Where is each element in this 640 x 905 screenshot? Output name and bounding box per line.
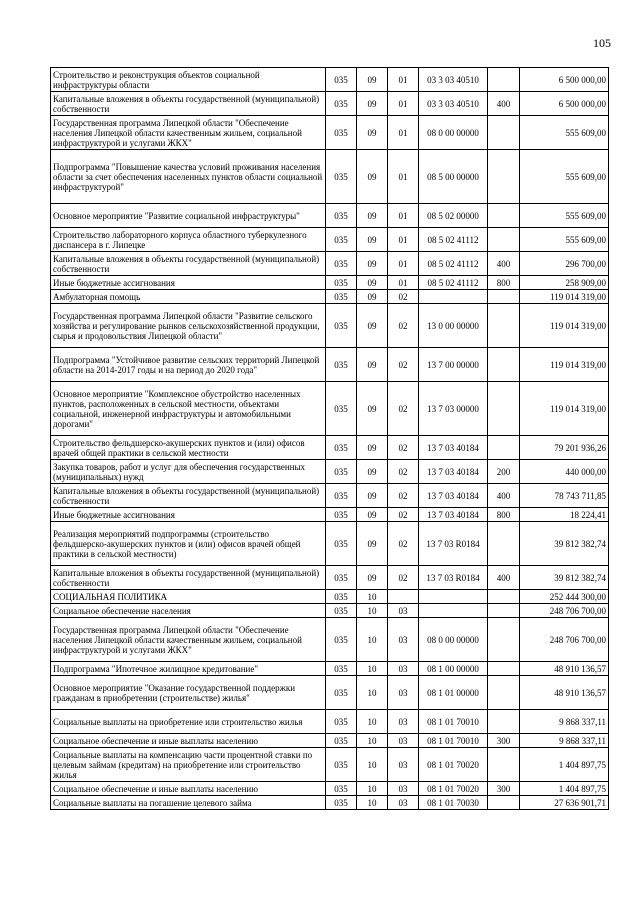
table-row xyxy=(51,460,609,484)
subsection-code-cell: 03 xyxy=(388,662,419,676)
ministry-code-cell: 035 xyxy=(326,508,357,522)
amount-cell: 555 609,00 xyxy=(520,228,609,252)
row-name-cell: СОЦИАЛЬНАЯ ПОЛИТИКА xyxy=(51,590,326,604)
row-name-cell: Государственная программа Липецкой области "Обеспечение населения Липецкой области качественным жильем, социальной инфраструктурой и услугами ЖКХ" xyxy=(51,116,326,150)
section-code-cell: 09 xyxy=(357,566,388,590)
ministry-code-cell: 035 xyxy=(326,382,357,436)
section-code-cell: 09 xyxy=(357,252,388,276)
subsection-code-cell xyxy=(388,590,419,604)
ministry-code-cell: 035 xyxy=(326,590,357,604)
row-name-cell: Амбулаторная помощь xyxy=(51,290,326,304)
ministry-code-cell: 035 xyxy=(326,460,357,484)
row-name-cell: Капитальные вложения в объекты государственной (муниципальной) собственности xyxy=(51,484,326,508)
row-name-cell: Капитальные вложения в объекты государственной (муниципальной) собственности xyxy=(51,252,326,276)
subsection-code-cell: 01 xyxy=(388,116,419,150)
row-name-cell: Иные бюджетные ассигнования xyxy=(51,508,326,522)
amount-cell: 119 014 319,00 xyxy=(520,304,609,348)
row-name-cell: Иные бюджетные ассигнования xyxy=(51,276,326,290)
expense-type-cell xyxy=(488,522,520,566)
subsection-code-cell: 03 xyxy=(388,796,419,810)
section-code-cell: 09 xyxy=(357,116,388,150)
table-row xyxy=(51,92,609,116)
section-code-cell: 10 xyxy=(357,604,388,618)
table-row xyxy=(51,508,609,522)
expense-type-cell xyxy=(488,604,520,618)
table-row xyxy=(51,748,609,782)
target-article-cell: 08 5 00 00000 xyxy=(419,150,488,204)
subsection-code-cell: 02 xyxy=(388,566,419,590)
expense-type-cell: 800 xyxy=(488,276,520,290)
amount-cell: 119 014 319,00 xyxy=(520,290,609,304)
target-article-cell: 08 1 00 00000 xyxy=(419,662,488,676)
expense-type-cell: 800 xyxy=(488,508,520,522)
row-name-cell: Социальное обеспечение и иные выплаты населению xyxy=(51,782,326,796)
subsection-code-cell: 02 xyxy=(388,460,419,484)
ministry-code-cell: 035 xyxy=(326,522,357,566)
amount-cell: 48 910 136,57 xyxy=(520,662,609,676)
amount-cell: 119 014 319,00 xyxy=(520,382,609,436)
row-name-cell: Социальное обеспечение и иные выплаты населению xyxy=(51,734,326,748)
section-code-cell: 09 xyxy=(357,382,388,436)
expense-type-cell xyxy=(488,204,520,228)
row-name-cell: Основное мероприятие "Оказание государственной поддержки гражданам в приобретении (строительстве) жилья" xyxy=(51,676,326,710)
ministry-code-cell: 035 xyxy=(326,68,357,92)
target-article-cell: 13 7 03 40184 xyxy=(419,436,488,460)
target-article-cell: 13 7 03 R0184 xyxy=(419,566,488,590)
ministry-code-cell: 035 xyxy=(326,252,357,276)
target-article-cell: 08 1 01 70020 xyxy=(419,748,488,782)
subsection-code-cell: 02 xyxy=(388,304,419,348)
target-article-cell xyxy=(419,290,488,304)
amount-cell: 48 910 136,57 xyxy=(520,676,609,710)
section-code-cell: 09 xyxy=(357,204,388,228)
table-row xyxy=(51,348,609,382)
table-row xyxy=(51,436,609,460)
expense-type-cell: 400 xyxy=(488,484,520,508)
amount-cell: 296 700,00 xyxy=(520,252,609,276)
table-row xyxy=(51,782,609,796)
expense-type-cell: 400 xyxy=(488,252,520,276)
table-row xyxy=(51,150,609,204)
expense-type-cell xyxy=(488,290,520,304)
section-code-cell: 10 xyxy=(357,748,388,782)
row-name-cell: Основное мероприятие "Развитие социальной инфраструктуры" xyxy=(51,204,326,228)
table-row xyxy=(51,676,609,710)
table-row xyxy=(51,304,609,348)
subsection-code-cell: 02 xyxy=(388,484,419,508)
target-article-cell: 13 7 03 40184 xyxy=(419,484,488,508)
table-row xyxy=(51,734,609,748)
table-row xyxy=(51,484,609,508)
table-row xyxy=(51,252,609,276)
row-name-cell: Социальные выплаты на приобретение или строительство жилья xyxy=(51,710,326,734)
section-code-cell: 09 xyxy=(357,150,388,204)
row-name-cell: Капитальные вложения в объекты государственной (муниципальной) собственности xyxy=(51,92,326,116)
expense-type-cell xyxy=(488,796,520,810)
ministry-code-cell: 035 xyxy=(326,662,357,676)
section-code-cell: 10 xyxy=(357,662,388,676)
ministry-code-cell: 035 xyxy=(326,796,357,810)
section-code-cell: 09 xyxy=(357,460,388,484)
subsection-code-cell: 03 xyxy=(388,748,419,782)
amount-cell: 555 609,00 xyxy=(520,150,609,204)
ministry-code-cell: 035 xyxy=(326,276,357,290)
target-article-cell xyxy=(419,590,488,604)
subsection-code-cell: 03 xyxy=(388,782,419,796)
target-article-cell: 13 0 00 00000 xyxy=(419,304,488,348)
subsection-code-cell: 01 xyxy=(388,276,419,290)
amount-cell: 1 404 897,75 xyxy=(520,748,609,782)
target-article-cell: 13 7 03 R0184 xyxy=(419,522,488,566)
section-code-cell: 10 xyxy=(357,782,388,796)
table-row xyxy=(51,590,609,604)
section-code-cell: 10 xyxy=(357,796,388,810)
section-code-cell: 09 xyxy=(357,436,388,460)
expense-type-cell xyxy=(488,748,520,782)
expense-type-cell xyxy=(488,68,520,92)
amount-cell: 79 201 936,26 xyxy=(520,436,609,460)
row-name-cell: Строительство лабораторного корпуса областного туберкулезного диспансера в г. Липецке xyxy=(51,228,326,252)
row-name-cell: Капитальные вложения в объекты государственной (муниципальной) собственности xyxy=(51,566,326,590)
target-article-cell: 08 5 02 41112 xyxy=(419,252,488,276)
expense-type-cell: 300 xyxy=(488,782,520,796)
target-article-cell: 13 7 03 00000 xyxy=(419,382,488,436)
row-name-cell: Социальные выплаты на компенсацию части процентной ставки по целевым займам (кредитам) на приобретение или строительство жилья xyxy=(51,748,326,782)
amount-cell: 440 000,00 xyxy=(520,460,609,484)
target-article-cell: 03 3 03 40510 xyxy=(419,92,488,116)
expense-type-cell xyxy=(488,590,520,604)
ministry-code-cell: 035 xyxy=(326,782,357,796)
row-name-cell: Подпрограмма "Устойчивое развитие сельских территорий Липецкой области на 2014-2017 годы и на период до 2020 года" xyxy=(51,348,326,382)
amount-cell: 1 404 897,75 xyxy=(520,782,609,796)
section-code-cell: 09 xyxy=(357,290,388,304)
subsection-code-cell: 03 xyxy=(388,710,419,734)
table-row xyxy=(51,662,609,676)
ministry-code-cell: 035 xyxy=(326,436,357,460)
amount-cell: 252 444 300,00 xyxy=(520,590,609,604)
expense-type-cell xyxy=(488,116,520,150)
table-row xyxy=(51,522,609,566)
expense-type-cell xyxy=(488,710,520,734)
row-name-cell: Подпрограмма "Ипотечное жилищное кредитование" xyxy=(51,662,326,676)
ministry-code-cell: 035 xyxy=(326,116,357,150)
target-article-cell xyxy=(419,604,488,618)
amount-cell: 6 500 000,00 xyxy=(520,68,609,92)
expense-type-cell xyxy=(488,150,520,204)
target-article-cell: 08 1 01 70030 xyxy=(419,796,488,810)
amount-cell: 39 812 382,74 xyxy=(520,566,609,590)
row-name-cell: Строительство и реконструкция объектов социальной инфраструктуры области xyxy=(51,68,326,92)
table-row xyxy=(51,604,609,618)
table-row xyxy=(51,618,609,662)
section-code-cell: 09 xyxy=(357,484,388,508)
target-article-cell: 08 0 00 00000 xyxy=(419,116,488,150)
section-code-cell: 09 xyxy=(357,522,388,566)
expense-type-cell xyxy=(488,676,520,710)
expense-type-cell xyxy=(488,348,520,382)
row-name-cell: Социальное обеспечение населения xyxy=(51,604,326,618)
ministry-code-cell: 035 xyxy=(326,304,357,348)
section-code-cell: 09 xyxy=(357,508,388,522)
section-code-cell: 10 xyxy=(357,710,388,734)
page-number: 105 xyxy=(593,36,611,50)
section-code-cell: 09 xyxy=(357,304,388,348)
amount-cell: 6 500 000,00 xyxy=(520,92,609,116)
ministry-code-cell: 035 xyxy=(326,348,357,382)
subsection-code-cell: 01 xyxy=(388,252,419,276)
amount-cell: 9 868 337,11 xyxy=(520,734,609,748)
expense-type-cell xyxy=(488,228,520,252)
row-name-cell: Государственная программа Липецкой области "Развитие сельского хозяйства и регулирование рынков сельскохозяйственной продукции, сырья и продовольствия Липецкой области" xyxy=(51,304,326,348)
subsection-code-cell: 01 xyxy=(388,204,419,228)
table-row xyxy=(51,566,609,590)
subsection-code-cell: 02 xyxy=(388,290,419,304)
section-code-cell: 10 xyxy=(357,618,388,662)
target-article-cell: 03 3 03 40510 xyxy=(419,68,488,92)
row-name-cell: Подпрограмма "Повышение качества условий проживания населения области за счет обеспечения населенных пунктов области социальной инфраструктурой" xyxy=(51,150,326,204)
ministry-code-cell: 035 xyxy=(326,228,357,252)
table-row xyxy=(51,204,609,228)
table-row xyxy=(51,116,609,150)
subsection-code-cell: 01 xyxy=(388,228,419,252)
ministry-code-cell: 035 xyxy=(326,484,357,508)
ministry-code-cell: 035 xyxy=(326,290,357,304)
table-row xyxy=(51,710,609,734)
ministry-code-cell: 035 xyxy=(326,676,357,710)
expense-type-cell: 200 xyxy=(488,460,520,484)
expense-type-cell xyxy=(488,382,520,436)
row-name-cell: Строительство фельдшерско-акушерских пунктов и (или) офисов врачей общей практики в сельской местности xyxy=(51,436,326,460)
amount-cell: 18 224,41 xyxy=(520,508,609,522)
ministry-code-cell: 035 xyxy=(326,204,357,228)
subsection-code-cell: 01 xyxy=(388,150,419,204)
amount-cell: 248 706 700,00 xyxy=(520,618,609,662)
section-code-cell: 10 xyxy=(357,590,388,604)
ministry-code-cell: 035 xyxy=(326,734,357,748)
subsection-code-cell: 02 xyxy=(388,508,419,522)
subsection-code-cell: 03 xyxy=(388,676,419,710)
subsection-code-cell: 03 xyxy=(388,604,419,618)
ministry-code-cell: 035 xyxy=(326,566,357,590)
table-row xyxy=(51,796,609,810)
target-article-cell: 08 5 02 00000 xyxy=(419,204,488,228)
section-code-cell: 09 xyxy=(357,68,388,92)
target-article-cell: 08 5 02 41112 xyxy=(419,228,488,252)
row-name-cell: Основное мероприятие "Комплексное обустройство населенных пунктов, расположенных в сельской местности, объектами социальной, инженерной инфраструктуры и автомобильными дорогами" xyxy=(51,382,326,436)
expense-type-cell xyxy=(488,436,520,460)
ministry-code-cell: 035 xyxy=(326,604,357,618)
section-code-cell: 09 xyxy=(357,228,388,252)
amount-cell: 9 868 337,11 xyxy=(520,710,609,734)
table-row xyxy=(51,68,609,92)
amount-cell: 258 909,00 xyxy=(520,276,609,290)
target-article-cell: 08 1 01 00000 xyxy=(419,676,488,710)
subsection-code-cell: 02 xyxy=(388,382,419,436)
subsection-code-cell: 01 xyxy=(388,92,419,116)
expense-type-cell xyxy=(488,304,520,348)
expense-type-cell: 300 xyxy=(488,734,520,748)
section-code-cell: 10 xyxy=(357,676,388,710)
ministry-code-cell: 035 xyxy=(326,150,357,204)
ministry-code-cell: 035 xyxy=(326,710,357,734)
target-article-cell: 08 5 02 41112 xyxy=(419,276,488,290)
subsection-code-cell: 03 xyxy=(388,734,419,748)
table-row xyxy=(51,290,609,304)
subsection-code-cell: 02 xyxy=(388,436,419,460)
amount-cell: 248 706 700,00 xyxy=(520,604,609,618)
subsection-code-cell: 02 xyxy=(388,348,419,382)
row-name-cell: Социальные выплаты на погашение целевого займа xyxy=(51,796,326,810)
expense-type-cell: 400 xyxy=(488,566,520,590)
amount-cell: 119 014 319,00 xyxy=(520,348,609,382)
target-article-cell: 08 0 00 00000 xyxy=(419,618,488,662)
section-code-cell: 09 xyxy=(357,348,388,382)
amount-cell: 27 636 901,71 xyxy=(520,796,609,810)
amount-cell: 78 743 711,85 xyxy=(520,484,609,508)
amount-cell: 555 609,00 xyxy=(520,116,609,150)
amount-cell: 555 609,00 xyxy=(520,204,609,228)
subsection-code-cell: 01 xyxy=(388,68,419,92)
row-name-cell: Закупка товаров, работ и услуг для обеспечения государственных (муниципальных) нужд xyxy=(51,460,326,484)
expense-type-cell xyxy=(488,662,520,676)
table-row xyxy=(51,228,609,252)
expense-type-cell: 400 xyxy=(488,92,520,116)
target-article-cell: 08 1 01 70020 xyxy=(419,782,488,796)
target-article-cell: 08 1 01 70010 xyxy=(419,734,488,748)
section-code-cell: 09 xyxy=(357,276,388,290)
target-article-cell: 13 7 03 40184 xyxy=(419,508,488,522)
expense-type-cell xyxy=(488,618,520,662)
row-name-cell: Государственная программа Липецкой области "Обеспечение населения Липецкой области качественным жильем, социальной инфраструктурой и услугами ЖКХ" xyxy=(51,618,326,662)
budget-table xyxy=(50,67,609,810)
ministry-code-cell: 035 xyxy=(326,92,357,116)
target-article-cell: 08 1 01 70010 xyxy=(419,710,488,734)
amount-cell: 39 812 382,74 xyxy=(520,522,609,566)
section-code-cell: 09 xyxy=(357,92,388,116)
table-row xyxy=(51,382,609,436)
subsection-code-cell: 03 xyxy=(388,618,419,662)
row-name-cell: Реализация мероприятий подпрограммы (строительство фельдшерско-акушерских пунктов и (или) офисов врачей общей практики в сельской местности) xyxy=(51,522,326,566)
ministry-code-cell: 035 xyxy=(326,748,357,782)
target-article-cell: 13 7 03 40184 xyxy=(419,460,488,484)
section-code-cell: 10 xyxy=(357,734,388,748)
table-row xyxy=(51,276,609,290)
target-article-cell: 13 7 00 00000 xyxy=(419,348,488,382)
subsection-code-cell: 02 xyxy=(388,522,419,566)
ministry-code-cell: 035 xyxy=(326,618,357,662)
